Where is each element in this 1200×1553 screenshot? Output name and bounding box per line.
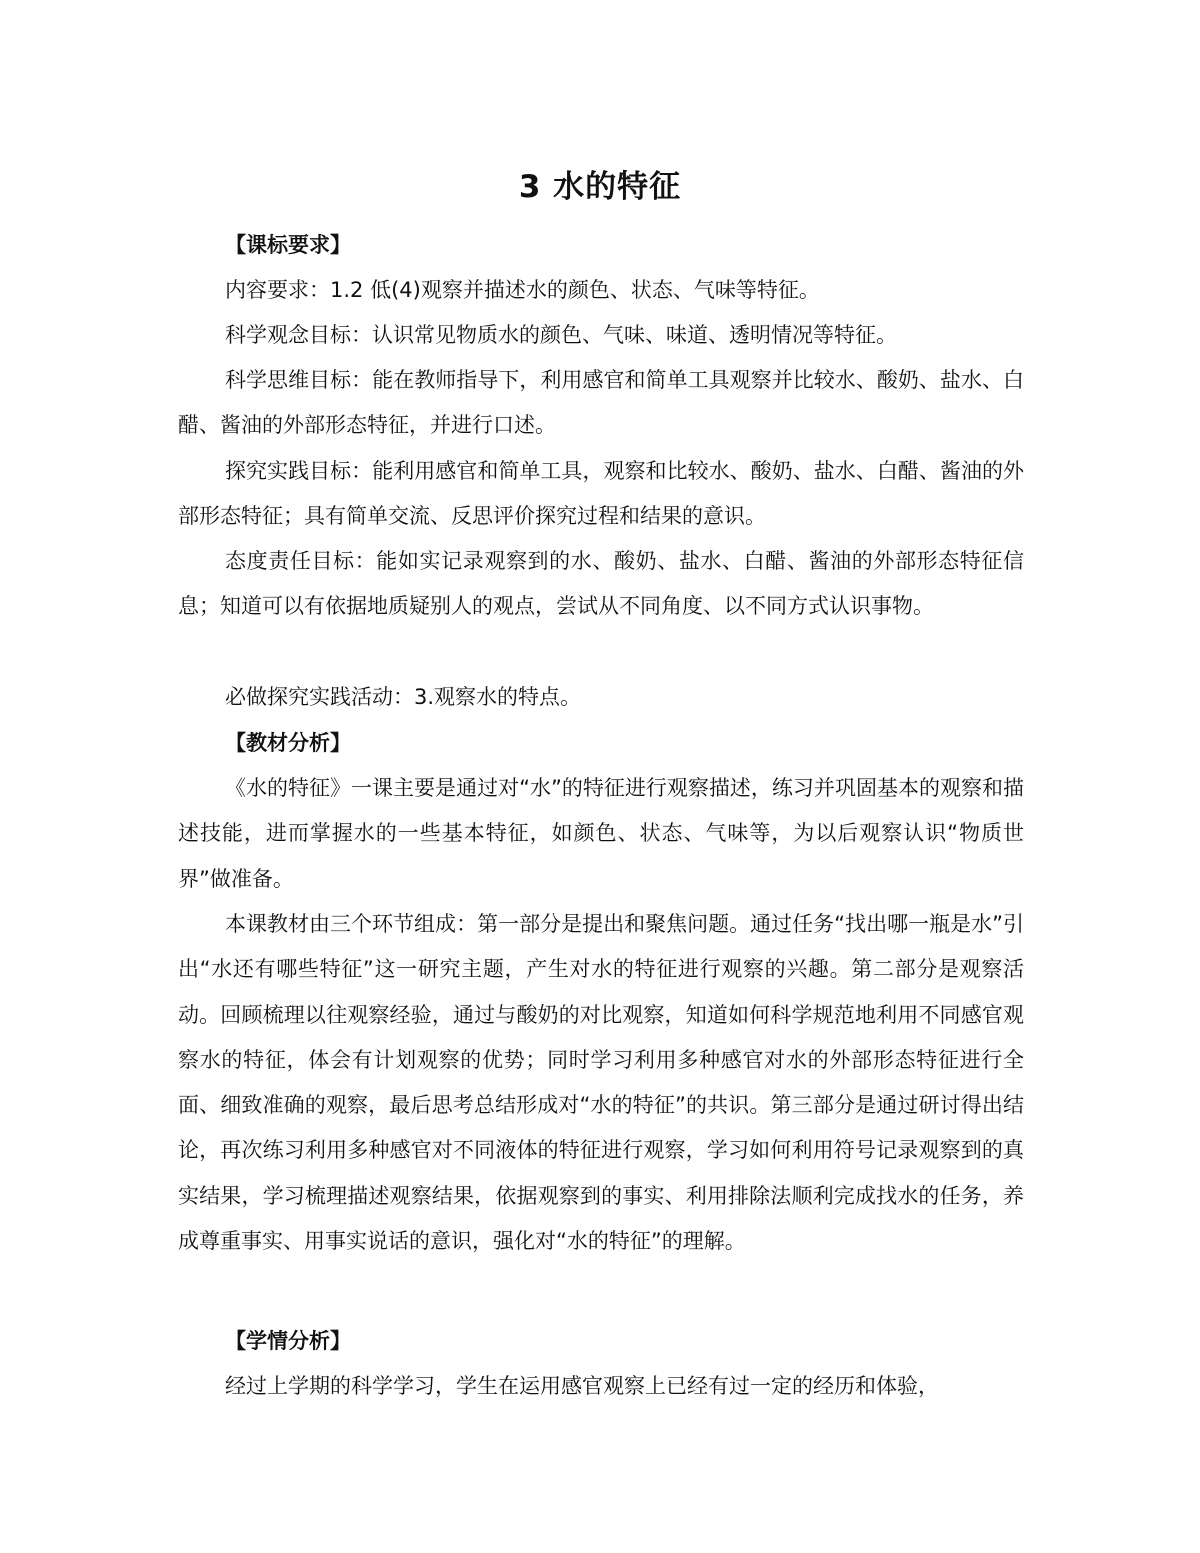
paragraph-science-thinking-goal: 科学思维目标：能在教师指导下，利用感官和简单工具观察并比较水、酸奶、盐水、白醋、酱油的外部形态特征，并进行口述。 bbox=[178, 368, 1024, 438]
paragraph-textbook-structure: 本课教材由三个环节组成：第一部分是提出和聚焦问题。通过任务“找出哪一瓶是水”引出“水还有哪些特征”这一研究主题，产生对水的特征进行观察的兴趣。第二部分是观察活动。回顾梳理以往观察经验，通过与酸奶的对比观察，知道如何科学规范地利用不同感官观察水的特征，体会有计划观察的优势；同时学习利用多种感官对水的外部形态特征进行全面、细致准确的观察，最后思考总结形成对“水的特征”的共识。第三部分是通过研讨得出结论，再次练习利用多种感官对不同液体的特征进行观察，学习如何利用符号记录观察到的真实结果，学习梳理描述观察结果，依据观察到的事实、利用排除法顺利完成找水的任务，养成尊重事实、用事实说话的意识，强化对“水的特征”的理解。 bbox=[178, 912, 1024, 1254]
paragraph-required-activity: 必做探究实践活动：3.观察水的特点。 bbox=[225, 685, 582, 709]
section-heading-curriculum: 【课标要求】 bbox=[225, 233, 351, 257]
paragraph-attitude-responsibility-goal: 态度责任目标：能如实记录观察到的水、酸奶、盐水、白醋、酱油的外部形态特征信息；知道可以有依据地质疑别人的观点，尝试从不同角度、以不同方式认识事物。 bbox=[178, 549, 1024, 619]
paragraph-student-background: 经过上学期的科学学习，学生在运用感官观察上已经有过一定的经历和体验， bbox=[225, 1374, 939, 1398]
paragraph-lesson-overview: 《水的特征》一课主要是通过对“水”的特征进行观察描述，练习并巩固基本的观察和描述技能，进而掌握水的一些基本特征，如颜色、状态、气味等，为以后观察认识“物质世界”做准备。 bbox=[178, 776, 1024, 891]
paragraph-science-concept-goal: 科学观念目标：认识常见物质水的颜色、气味、味道、透明情况等特征。 bbox=[225, 323, 897, 347]
paragraph-content-requirement: 内容要求：1.2 低(4)观察并描述水的颜色、状态、气味等特征。 bbox=[225, 278, 820, 302]
section-heading-textbook-analysis: 【教材分析】 bbox=[225, 731, 351, 755]
page-title: 3 水的特征 bbox=[518, 169, 682, 205]
paragraph-inquiry-practice-goal: 探究实践目标：能利用感官和简单工具，观察和比较水、酸奶、盐水、白醋、酱油的外部形态特征；具有简单交流、反思评价探究过程和结果的意识。 bbox=[178, 459, 1024, 529]
section-heading-student-analysis: 【学情分析】 bbox=[225, 1329, 351, 1353]
